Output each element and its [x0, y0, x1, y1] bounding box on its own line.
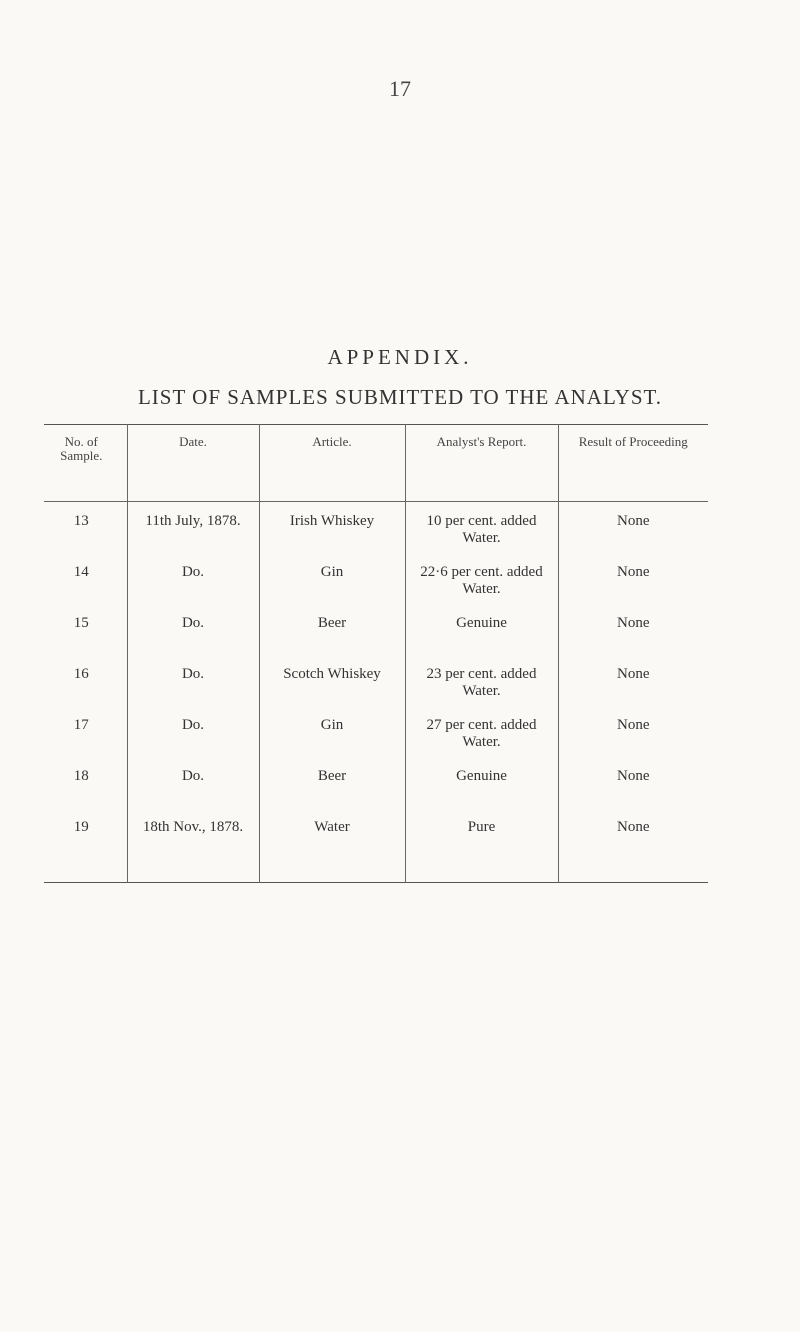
header-analyst-report: Analyst's Report.: [405, 425, 558, 502]
cell-analyst-report: 27 per cent. added Water.: [405, 707, 558, 758]
cell-sample-number: 13: [73, 513, 89, 529]
cell-date: 11th July, 1878.: [127, 502, 259, 554]
header-date: Date.: [127, 425, 259, 502]
table-row: [44, 809, 708, 883]
cell-sample-number: 19: [73, 818, 89, 835]
cell-sample-number: 15: [73, 614, 89, 631]
list-title: LIST OF SAMPLES SUBMITTED TO THE ANALYST.: [137, 385, 663, 409]
cell-sample-number: 17: [73, 716, 89, 733]
cell-date: Do.: [127, 554, 259, 605]
cell-result: None: [558, 605, 708, 656]
cell-result: None: [558, 656, 708, 707]
cell-analyst-report: Pure: [405, 809, 558, 883]
table-header-row: [44, 425, 708, 502]
cell-article: Gin: [259, 554, 405, 605]
header-article: Article.: [259, 425, 405, 502]
cell-date: Do.: [127, 605, 259, 656]
cell-date: Do.: [127, 707, 259, 758]
cell-sample-number: 18: [73, 767, 89, 784]
table-row: [44, 554, 708, 605]
cell-article: Beer: [259, 758, 405, 809]
cell-article: Beer: [259, 605, 405, 656]
table-row: [44, 758, 708, 809]
table-row: [44, 605, 708, 656]
cell-article: Irish Whiskey: [259, 502, 405, 554]
cell-date: Do.: [127, 758, 259, 809]
cell-analyst-report: 23 per cent. added Water.: [405, 656, 558, 707]
header-result: Result of Proceeding: [558, 425, 708, 502]
cell-date: 18th Nov., 1878.: [127, 809, 259, 883]
cell-analyst-report: Genuine: [405, 758, 558, 809]
cell-analyst-report: 22·6 per cent. added Water.: [405, 554, 558, 605]
cell-sample-number: 14: [73, 563, 89, 580]
table-row: [44, 656, 708, 707]
cell-result: None: [558, 809, 708, 883]
cell-analyst-report: 10 per cent. added Water.: [405, 502, 558, 554]
cell-date: Do.: [127, 656, 259, 707]
cell-article: Water: [259, 809, 405, 883]
cell-result: None: [558, 554, 708, 605]
cell-result: None: [558, 758, 708, 809]
cell-result: None: [558, 502, 708, 554]
cell-article: Scotch Whiskey: [259, 656, 405, 707]
cell-sample-number: 16: [73, 665, 89, 682]
cell-article: Gin: [259, 707, 405, 758]
cell-analyst-report: Genuine: [405, 605, 558, 656]
cell-result: None: [558, 707, 708, 758]
header-sample-number: No. of Sample.: [44, 425, 127, 502]
samples-table: [44, 424, 708, 883]
appendix-heading: APPENDIX.: [327, 345, 473, 369]
table-row: [44, 502, 708, 554]
page-number: 17: [389, 76, 411, 101]
table-row: [44, 707, 708, 758]
